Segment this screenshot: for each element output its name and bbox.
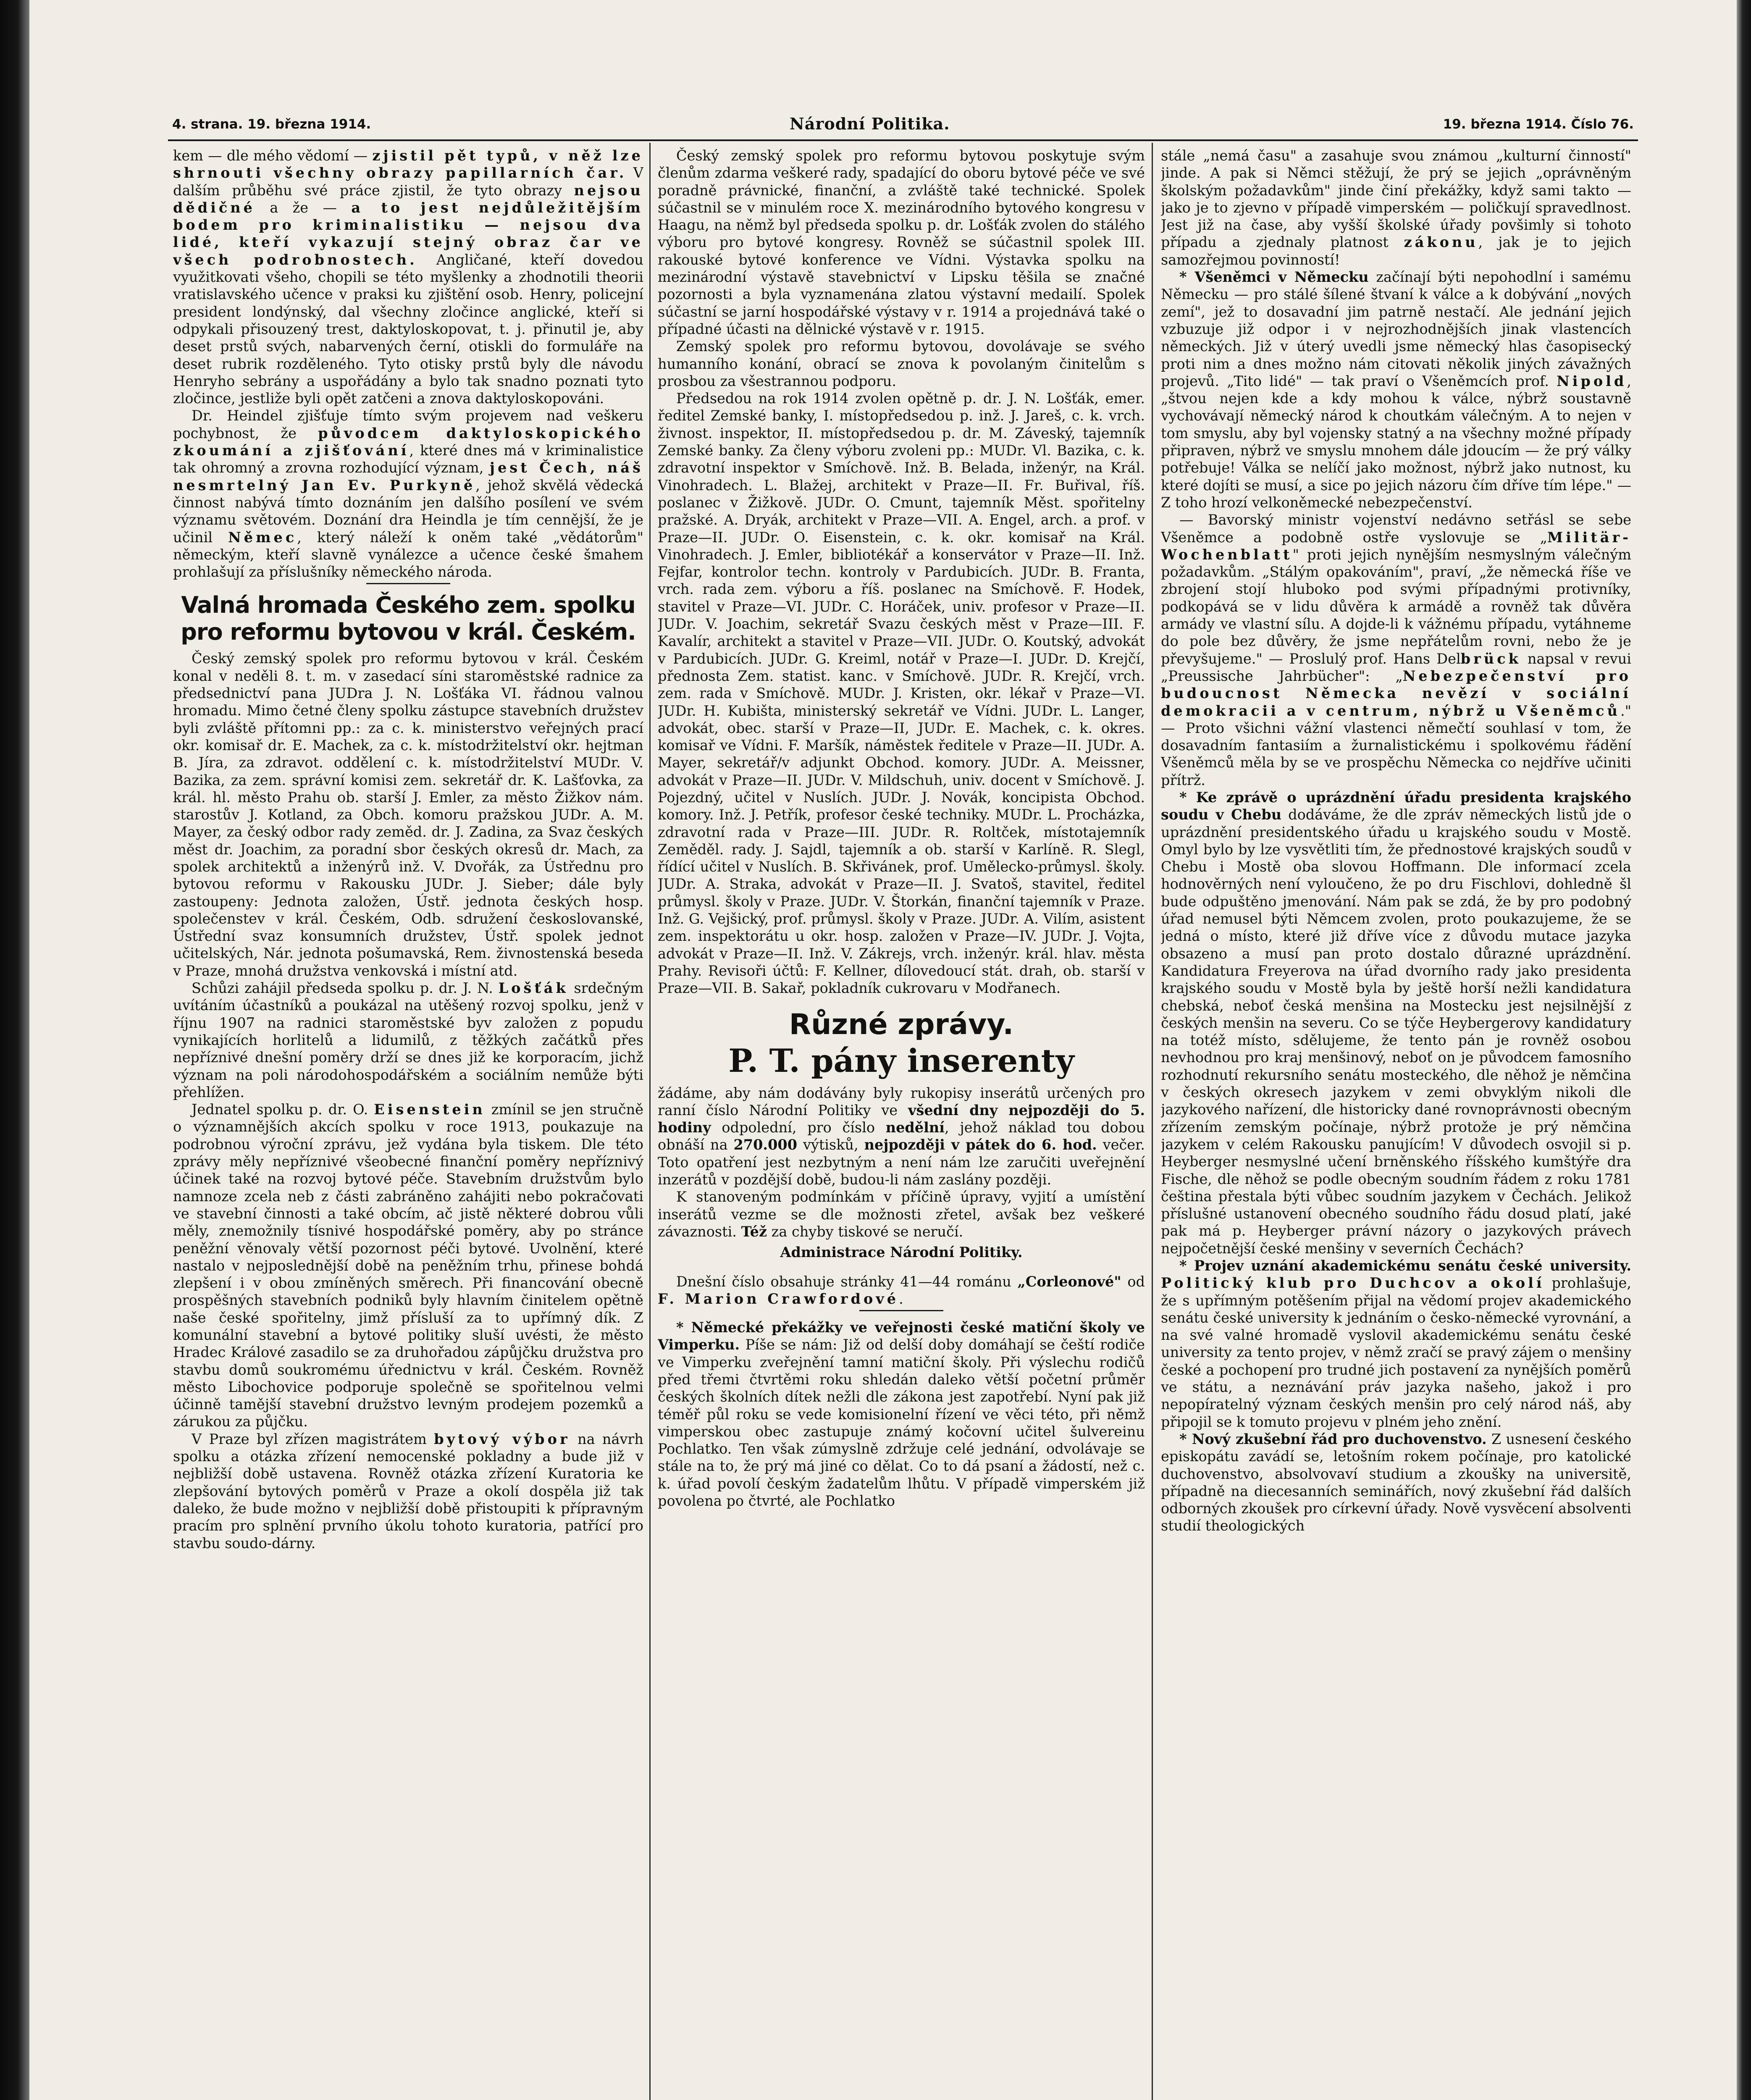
ads-notice-title: P. T. pány inserenty: [728, 1042, 1074, 1079]
article-headline: Valná hromada Českého zem. spolku pro reformu bytovou v král. Českém.: [181, 592, 636, 646]
ads-notice-paragraph: žádáme, aby nám dodávány byly rukopisy inserátů určených pro ranní číslo Národní Politiky ve všední dny nejpozději do 5. hodiny odpolední, pro číslo nedělní, jehož náklad tou dobou obnáší na 270.000 výtisků, nejpozději v pátek do 6. hod. večer. Toto opatření jest nezbytným a není nám lze zaručiti uveřejnění inzerátů v pozdější době, budou-li nám zaslány později.: [658, 1084, 1145, 1188]
article-paragraph: kem — dle mého vědomí — zjistil pět typů, v něž lze shrnouti všechny obrazy papillarních čar. V dalším průběhu své práce zjistil, že tyto obrazy nejsou dědičné a že — a to jest nejdůležitějším bodem pro kriminalistiku — nejsou dva lidé, kteří vykazují stejný obraz čar ve všech podrobnostech. Angličané, kteří dovedou využitkovati všeho, chopili se této myšlenky a zhodnotili theorii vratislavského učence v praksi ku zjištění osob. Henry, policejní president londýnský, dal všechny zločince anglické, kteří si odpykali přisouzený trest, daktyloskopovat, t. j. přinutil je, aby deset prstů svých, nabarvených černí, otiskli do formuláře na deset rubrik rozděleného. Tyto otisky prstů byly dle návodu Henryho sebrány a uspořádány a bylo tak snadno poznati tyto zločince, jestliže byli opět zatčeni a znova daktyloskopováni.: [173, 147, 643, 407]
article-paragraph: stále „nemá času" a zasahuje svou známou „kulturní činností" jinde. A pak si Němci stěžují, že prý se jejich „oprávněným školským požadavkům" jinde činí překážky, když sami takto — jako je to zjevno v případě vimperském — poličkují spravedlnost. Jest již na čase, aby vyšší školské úřady povšimly si tohoto případu a zjednaly platnost zákonu, jak je to jejich samozřejmou povinností!: [1161, 147, 1631, 268]
page-header: [172, 113, 1634, 139]
ads-signature: Administrace Národní Politiky.: [780, 1244, 1023, 1261]
article-paragraph: * Ke zprávě o uprázdnění úřadu presidenta krajského soudu v Chebu dodáváme, že dle zpráv německých listů jde o uprázdnění presidentského úřadu u krajského soudu v Mostě. Omyl bylo by lze vysvětliti tím, že přednostové krajských soudů v Chebu i Mostě oba slovou Hoffmann. Dle informací zcela hodnověrných není vyloučeno, že po dru Fischlovi, dohledně šl bude odpuštěno jmenování. Nám pak se zdá, že by pro podobný úřad nemusel býti Němcem zvolen, proto poukazujeme, že se jedná o místo, které již dříve více z důvodu mutace jazyka obsazeno a musí pan proto dostalo důrazné uprázdnění. Kandidatura Freyerova na úřad dvorního rady jako presidenta krajského soudu v Mostě byla by ještě horší nežli kandidatura chebská, neboť česká menšina na Mostecku jest nejsilnější z českých menšin na severu. Co se týče Heybergerovy kandidatury na totéž místo, sdělujeme, že tento pán je rovněž osobou nevhodnou pro kraj menšinový, neboť on je původcem famosního rozhodnutí rekursního senátu mosteckého, dle něhož je němčina v českých okresech jazykem v zemi obvyklým nikoli dle jazykového nařízení, dle historicky dané rovnoprávnosti obecným zřízením zemským počínaje, nýbrž protože je prý němčina jazykem v celém Rakousku panujícím! V důvodech osvojil si p. Heyberger nesmyslné učení brněnského říšského kumštýře dra Fische, dle něhož se podle obecným soudním řádem z roku 1781 čeština přestala býti vůbec soudním jazykem v Čechách. Jelikož příslušné ustanovení obecného soudního řádu dosud platí, jaké pak má p. Heyberger právní názory o jazykových právech nejpočetnější české menšiny v severních Čechách?: [1161, 789, 1631, 1257]
article-paragraph: Zemský spolek pro reformu bytovou, dovolávaje se svého humanního konání, obrací se znova k povolaným činitelům s prosbou za všestrannou podporu.: [658, 338, 1145, 389]
article-paragraph: — Bavorský ministr vojenství nedávno setřásl se sebe Všeněmce a podobně ostře vyslovuje se „Militär-Wochenblatt" proti jejich nynějším nesmyslným válečným požadavkům. „Stálým opakováním", praví, „že německá říše ve zbrojení stojí hluboko pod svými případnými protivníky, podkopává se v lidu důvěra k armádě a rovněž tak důvěra armády ve vlastní sílu. A dojde-li k vážnému případu, vytáhneme do pole bez důvěry, že jsme nepřátelům rovni, nebo že je převyšujeme." — Proslulý prof. Hans Delbrück napsal v revui „Preussische Jahrbücher": „Nebezpečenství pro budoucnost Německa nevězí v sociální demokracii a v centrum, nýbrž u Všeněmců." — Proto všichni vážní vlastenci němečtí souhlasí v tom, že dosavadním fantasiím a žurnalistickému i spolkovému řádění Všeněmců měla by se ve prospěchu Německa co nejdříve učiniti přítrž.: [1161, 512, 1631, 788]
article-paragraph: Dr. Heindel zjišťuje tímto svým projevem nad veškeru pochybnost, že původcem daktyloskopického zkoumání a zjišťování, které dnes má v kriminalistice tak ohromný a zrovna rozhodující význam, jest Čech, náš nesmrtelný Jan Ev. Purkyně, jehož skvělá vědecká činnost nabývá tímto doznáním jen dalšího posílení ve svém významu světovém. Doznání dra Heindla je tím cennější, že je učinil Němec, který náleží k oněm také „vědátorům" německým, kteří slavně vynálezce a učence české šmahem prohlašují za příslušníky německého národa.: [173, 407, 643, 580]
header-masthead: Národní Politika.: [790, 114, 950, 133]
member-list-paragraph: Předsedou na rok 1914 zvolen opětně p. dr. J. N. Lošťák, emer. ředitel Zemské banky, I. místopředsedou p. inž. J. Jareš, c. k. vrch. živnost. inspektor, II. místopředsedou p. dr. M. Záveský, tajemník Zemské banky. Za členy výboru zvoleni pp.: MUDr. Vl. Bazika, c. k. zdravotní inspektor v Smíchově. Inž. B. Belada, inženýr, na Král. Vinohradech. L. Blažej, architekt v Praze—II. Fr. Buřival, říš. poslanec v Žižkově. JUDr. O. Cmunt, tajemník Měst. spořitelny pražské. A. Dryák, architekt v Praze—VII. A. Engel, arch. a prof. v Praze—II. JUDr. O. Eisenstein, c. k. okr. komisař na Král. Vinohradech. J. Emler, bibliotékář a konservátor v Praze—II. Inž. Fejfar, kontrolor techn. kontroly v Pardubicích. JUDr. B. Franta, vrch. rada zem. výboru a říš. poslanec na Smíchově. F. Hodek, stavitel v Praze—VI. JUDr. C. Horáček, univ. profesor v Praze—II. JUDr. V. Joachim, sekretář Svazu českých měst v Praze—III. F. Kavalír, architekt a stavitel v Praze—VII. JUDr. O. Koutský, advokát v Pardubicích. JUDr. G. Kreiml, notář v Praze—I. JUDr. D. Krejčí, přednosta Zem. statist. kanc. v Smíchově. JUDr. R. Krejčí, vrch. zem. rada v Smíchově. MUDr. J. Kristen, okr. lékař v Praze—VI. JUDr. H. Kubišta, ministerský sekretář ve Vídni. JUDr. L. Langer, advokát, obec. starší v Praze—II, JUDr. E. Machek, c. k. okres. komisař ve Vídni. F. Maršík, náměstek ředitele v Praze—II. JUDr. A. Mayer, sekretář/v adjunkt Obchod. komory. JUDr. A. Meissner, advokát v Praze—II. JUDr. V. Mildschuh, univ. docent v Smíchově. J. Pojezdný, učitel v Nuslích. JUDr. J. Novák, koncipista Obchod. komory. Inž. J. Petřík, profesor české techniky. MUDr. L. Procházka, zdravotní rada v Praze—III. JUDr. R. Roltček, místotajemník Zeměděl. rady. J. Sajdl, tajemník a ob. starší v Karlíně. R. Slegl, řídící učitel v Nuslích. B. Skřivánek, prof. Umělecko-průmysl. školy. JUDr. A. Straka, advokát v Praze—II. J. Svatoš, stavitel, ředitel průmysl. školy v Praze. JUDr. V. Štorkán, finanční tajemník v Praze. Inž. G. Vejšický, prof. průmysl. školy v Praze. JUDr. A. Vilím, asistent zem. inspektorátu u okr. hosp. založen v Praze—IV. JUDr. J. Vojta, advokát v Praze—II. Inž. V. Zákrejs, vrch. inženýr. král. hlav. města Prahy. Revisoři účtů: F. Kellner, dílovedoucí stát. drah, ob. starší v Praze—VII. B. Sakař, pokladník cukrovaru v Modřanech.: [658, 390, 1145, 997]
column-1: [173, 147, 643, 2100]
article-paragraph: * Německé překážky ve veřejnosti české matiční školy ve Vimperku. Píše se nám: Již od delší doby domáhají se čeští rodiče ve Vimperku zveřejnění tamní matiční školy. Při výslechu rodičů před třemi čtvrtěmi roku shledán daleko větší početní průměr českých školních dítek nežli dle zákona jest zapotřebí. Nyní pak již téměř půl roku se vede komisionelní řízení ve věci této, při němž vimperskou obec zastupuje známý kočovní učitel šulvereinu Pochlatko. Ten však zúmyslně zdržuje celé jednání, odvolávaje se stále na to, že prý má jiné co dělat. Co to dá psaní a žádostí, než c. k. úřad povolí českým žadatelům lhůtu. V případě vimperském již povolena po čtvrté, ale Pochlatko: [658, 1319, 1145, 1509]
header-issue: 19. března 1914. Číslo 76.: [1443, 117, 1634, 132]
column-2: [658, 147, 1145, 2100]
scan-left-edge: [0, 0, 29, 2100]
separator-rule: [366, 583, 450, 584]
article-paragraph: V Praze byl zřízen magistrátem bytový výbor na návrh spolku a otázka zřízení nemocenské pokladny a bude již v nejbližší době ustavena. Rovněž otázka zřízení Kuratoria ke zlepšování bytových poměrů v Praze a okolí dospěla již tak daleko, že bude možno v nejbližší době přistoupiti k přípravným pracím pro splnění prvního úkolu tohoto kuratoria, patřící pro stavbu soudo-dárny.: [173, 1431, 643, 1551]
column-divider: [649, 143, 651, 2100]
article-paragraph: * Projev uznání akademickému senátu české university. Politický klub pro Duchcov a okolí prohlašuje, že s upřímným potěšením přijal na vědomí projev akademického senátu české university k jednáním o česko-německé vyrovnání, a na své valné hromadě vyslovil akademickému senátu české university za tento projev, v němž zračí se pravý zájem o menšiny české a pochopení pro trudné jich postavení za nynějších poměrů ve státu, a neznávání práv jazyka našeho, jakož i pro nepopíratelný význam českých menšin pro celý národ náš, aby připojil se k tomuto projevu v plném jeho znění.: [1161, 1257, 1631, 1430]
header-rule: [168, 139, 1638, 141]
section-heading: Různé zprávy.: [789, 1008, 1014, 1041]
article-paragraph: Schůzi zahájil předseda spolku p. dr. J. N. Lošťák srdečným uvítáním účastníků a poukázal na utěšený rozvoj spolku, jenž v říjnu 1907 na radnici staroměstské byv založen z popudu vynikajících horlitelů a lidumilů, z těžkých začátků přes nepříznivé dnešní poměry drží se dnes již ke korporacím, jichž význam na poli národohospodářském a sociálním nemůže býti přehlížen.: [173, 980, 643, 1100]
article-paragraph: Jednatel spolku p. dr. O. Eisenstein zmínil se jen stručně o významnějších akcích spolku v roce 1913, poukazuje na podrobnou výroční zprávu, jež vydána byla tiskem. Dle této zprávy měly nepříznivé všeobecné finanční poměry nepříznivý účinek také na rozvoj bytové péče. Stavebním družstvům bylo namnoze zcela neb z části zabráněno zahájiti nebo pokračovati ve stavební činnosti a také obcím, ač jistě některé dobrou vůli měly, znemožnily tísnivé hospodářské poměry, aby po stránce peněžní věnovaly větší pozornost péči bytové. Uvolnění, které nastalo v nejposlednější době na peněžním trhu, přinese bohdá zlepšení i v obou zmíněných směrech. Při financování obecně prospěšných stavebních podniků byly hlavním činitelem opětně naše české spořitelny, jimž přísluší za to upřímný dík. Z komunální stavební a bytové politiky sluší uvésti, že město Hradec Králové zasadilo se za druhořadou zápůjčku družstva pro stavbu domů soukromému úřednictvu v král. Českém. Rovněž město Libochovice podporuje společně se spořitelnou velmi účinně tamější stavební družstvo levným prodejem pozemků a zárukou za půjčku.: [173, 1101, 643, 1430]
article-paragraph: Dnešní číslo obsahuje stránky 41—44 románu „Corleonové" od F. Marion Crawfordové.: [658, 1273, 1145, 1307]
ads-notice-paragraph: K stanoveným podmínkám v příčině úpravy, vyjití a umístění inserátů vezme se dle možnosti zřetel, avšak bez veškeré závaznosti. Též za chyby tiskové se neručí.: [658, 1189, 1145, 1240]
article-paragraph: * Všeněmci v Německu začínají býti nepohodlní i samému Německu — pro stálé šílené štvaní k válce a k dobývání „nových zemí", jež to dosavadní jim patrně nestačí. Ale jednání jejich vzbuzuje již odpor i v nejrozhodnějších jinak vlastencích německých. Již v úterý uvedli jsme německý hlas časopisecký proti nim a dnes možno nám citovati několik jiných závažných projevů. „Tito lidé" — tak praví o Všeněmcích prof. Nipold, „štvou nejen kde a kdy mohou k válce, nýbrž soustavně vychovávají německý národ k choutkám válečným. A to nejen v tom smyslu, aby byl vojensky statný a na všechny možné případy připraven, nýbrž ve smyslu mnohem dále jdoucím — že prý války potřebuje! Válka se nelíčí jako možnost, nýbrž jako nutnost, ku které dojíti se musí, a sice po jejich názoru čím dříve tím lépe." — Z toho hrozí velkoněmecké nebezpečenství.: [1161, 269, 1631, 511]
article-paragraph: * Nový zkušební řád pro duchovenstvo. Z usnesení českého episkopátu zavádí se, letošním rokem počínaje, pro katolické duchovenstvo, absolvovaví studium a zkoušky na universitě, případně na diecesanních seminářích, nový zkušební řád dalších odborných zkoušek pro církevní úřady. Nově vysvěcení absolventi studií theologických: [1161, 1431, 1631, 1534]
column-divider: [1152, 143, 1153, 2100]
separator-rule: [859, 1310, 943, 1311]
scan-right-edge: [1737, 0, 1751, 2100]
column-3: [1161, 147, 1631, 2100]
header-page-date: 4. strana. 19. března 1914.: [172, 117, 371, 132]
article-paragraph: Český zemský spolek pro reformu bytovou v král. Českém konal v neděli 8. t. m. v zasedací síni staroměstské radnice za předsednictví pana JUDra J. N. Lošťáka VI. řádnou valnou hromadu. Mimo četné členy spolku zástupce stavebních družstev byli zvláště přítomni pp.: za c. k. ministerstvo veřejných prací okr. komisař dr. E. Machek, za c. k. místodržitelství okr. hejtman B. Jíra, za zdravot. oddělení c. k. místodržitelství MUDr. V. Bazika, za zem. správní komisi zem. sekretář dr. K. Lašťovka, za král. hl. město Prahu ob. starší J. Emler, za město Žižkov nám. starostův J. Kotland, za Obch. komoru pražskou JUDr. A. M. Mayer, za český odbor rady zeměd. dr. J. Zadina, za Svaz českých měst dr. Joachim, za poradní sbor českých okresů dr. Mach, za spolek architektů a inženýrů inž. V. Dvořák, za Ústřednu pro bytovou reformu v Rakousku JUDr. J. Sieber; dále byly zastoupeny: Jednota založen, Ústř. jednota českých hosp. společenstev v král. Českém, Odb. sdružení českoslovanské, Ústřední svaz konsumních družstev, Ústř. spolek jednot učitelských, Nár. jednota pošumavská, Rem. živnostenská beseda v Praze, mnohá družstva venkovská i místní atd.: [173, 650, 643, 979]
article-paragraph: Český zemský spolek pro reformu bytovou poskytuje svým členům zdarma veškeré rady, spadající do oboru bytové péče ve své poradně právnické, finanční, a zvláště také technické. Spolek súčastnil se v minulém roce X. mezinárodního bytového kongresu v Haagu, na němž byl předseda spolku p. dr. Lošťák zvolen do stálého výboru pro bytové kongresy. Rovněž se súčastnil spolek III. rakouské bytové konference ve Vídni. Výstavka spolku na mezinárodní výstavě stavebnictví v Lipsku těšila se značné pozornosti a byla vyznamenána zlatou výstavní medailí. Spolek súčastní se jarní hospodářské výstavy v r. 1914 a projednává také o případné účasti na dělnické výstavě v r. 1915.: [658, 147, 1145, 337]
